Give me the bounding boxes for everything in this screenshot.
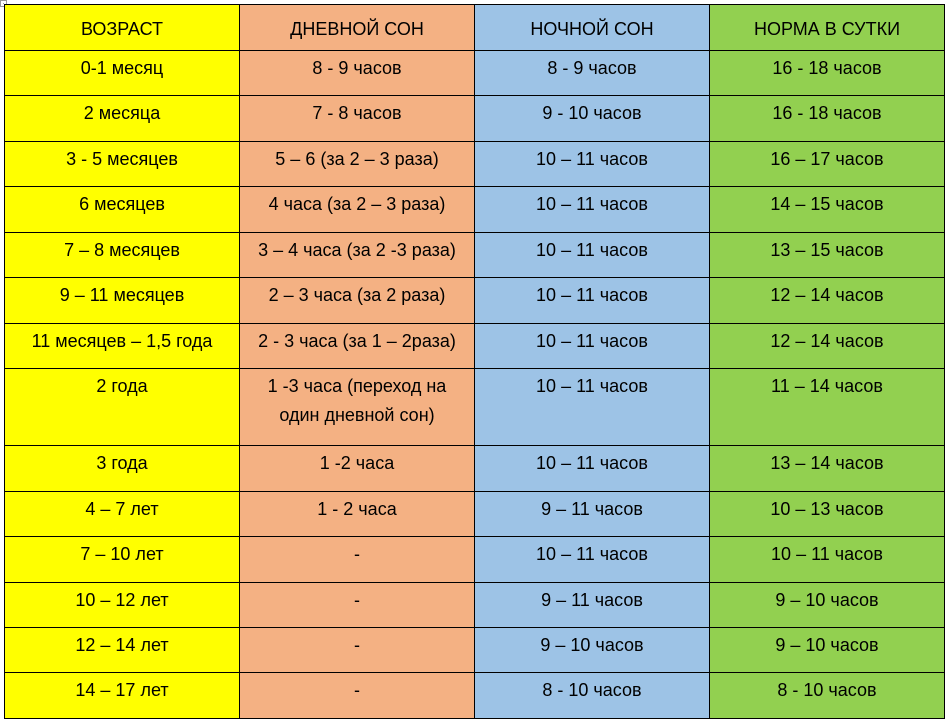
cell-night-sleep: 10 – 11 часов xyxy=(475,278,710,323)
cell-age: 7 – 10 лет xyxy=(5,537,240,582)
cell-day-sleep: - xyxy=(240,628,475,673)
table-header-row xyxy=(5,5,945,51)
cell-daily-norm: 9 – 10 часов xyxy=(710,628,945,673)
cell-age: 12 – 14 лет xyxy=(5,628,240,673)
cell-age: 10 – 12 лет xyxy=(5,582,240,627)
cell-night-sleep: 10 – 11 часов xyxy=(475,141,710,186)
cell-daily-norm: 8 - 10 часов xyxy=(710,673,945,719)
table-row xyxy=(5,537,945,582)
cell-night-sleep: 10 – 11 часов xyxy=(475,323,710,368)
cell-day-sleep: 2 - 3 часа (за 1 – 2раза) xyxy=(240,323,475,368)
table-row xyxy=(5,582,945,627)
cell-day-sleep: - xyxy=(240,537,475,582)
cell-day-sleep: 4 часа (за 2 – 3 раза) xyxy=(240,187,475,232)
cell-daily-norm: 12 – 14 часов xyxy=(710,323,945,368)
cell-night-sleep: 10 – 11 часов xyxy=(475,232,710,277)
cell-age: 7 – 8 месяцев xyxy=(5,232,240,277)
table-row xyxy=(5,232,945,277)
table-row xyxy=(5,278,945,323)
cell-age: 3 года xyxy=(5,446,240,491)
cell-day-sleep: 1 -3 часа (переход на один дневной сон) xyxy=(240,369,475,446)
cell-day-sleep: 8 - 9 часов xyxy=(240,51,475,96)
cell-daily-norm: 10 – 13 часов xyxy=(710,491,945,536)
cell-day-sleep: 3 – 4 часа (за 2 -3 раза) xyxy=(240,232,475,277)
cell-day-sleep: 1 -2 часа xyxy=(240,446,475,491)
cell-day-sleep: 2 – 3 часа (за 2 раза) xyxy=(240,278,475,323)
cell-age: 14 – 17 лет xyxy=(5,673,240,719)
cell-age: 11 месяцев – 1,5 года xyxy=(5,323,240,368)
header-day-sleep: ДНЕВНОЙ СОН xyxy=(240,5,475,51)
cell-age: 2 года xyxy=(5,369,240,446)
cell-age: 9 – 11 месяцев xyxy=(5,278,240,323)
cell-daily-norm: 14 – 15 часов xyxy=(710,187,945,232)
cell-age: 6 месяцев xyxy=(5,187,240,232)
cell-day-sleep: 5 – 6 (за 2 – 3 раза) xyxy=(240,141,475,186)
cell-daily-norm: 16 – 17 часов xyxy=(710,141,945,186)
cell-night-sleep: 9 - 10 часов xyxy=(475,96,710,141)
header-night-sleep: НОЧНОЙ СОН xyxy=(475,5,710,51)
table-row xyxy=(5,96,945,141)
cell-night-sleep: 10 – 11 часов xyxy=(475,446,710,491)
cell-daily-norm: 13 – 15 часов xyxy=(710,232,945,277)
cell-night-sleep: 8 - 10 часов xyxy=(475,673,710,719)
cell-night-sleep: 8 - 9 часов xyxy=(475,51,710,96)
cell-day-sleep: - xyxy=(240,673,475,719)
table-row xyxy=(5,51,945,96)
cell-age: 2 месяца xyxy=(5,96,240,141)
cell-night-sleep: 9 – 11 часов xyxy=(475,491,710,536)
cell-night-sleep: 9 – 10 часов xyxy=(475,628,710,673)
cell-night-sleep: 10 – 11 часов xyxy=(475,187,710,232)
table-row xyxy=(5,446,945,491)
header-daily-norm: НОРМА В СУТКИ xyxy=(710,5,945,51)
cell-daily-norm: 13 – 14 часов xyxy=(710,446,945,491)
cell-day-sleep: 1 - 2 часа xyxy=(240,491,475,536)
cell-daily-norm: 11 – 14 часов xyxy=(710,369,945,446)
cell-daily-norm: 9 – 10 часов xyxy=(710,582,945,627)
cell-day-sleep: 7 - 8 часов xyxy=(240,96,475,141)
table-row xyxy=(5,141,945,186)
cell-night-sleep: 9 – 11 часов xyxy=(475,582,710,627)
header-age: ВОЗРАСТ xyxy=(5,5,240,51)
cell-age: 4 – 7 лет xyxy=(5,491,240,536)
cell-age: 3 - 5 месяцев xyxy=(5,141,240,186)
table-row xyxy=(5,323,945,368)
cell-daily-norm: 12 – 14 часов xyxy=(710,278,945,323)
table-row xyxy=(5,187,945,232)
cell-daily-norm: 10 – 11 часов xyxy=(710,537,945,582)
cell-night-sleep: 10 – 11 часов xyxy=(475,537,710,582)
table-row xyxy=(5,673,945,719)
cell-daily-norm: 16 - 18 часов xyxy=(710,96,945,141)
table-row xyxy=(5,369,945,446)
table-row xyxy=(5,628,945,673)
cell-night-sleep: 10 – 11 часов xyxy=(475,369,710,446)
cell-age: 0-1 месяц xyxy=(5,51,240,96)
cell-day-sleep: - xyxy=(240,582,475,627)
cell-daily-norm: 16 - 18 часов xyxy=(710,51,945,96)
table-row xyxy=(5,491,945,536)
sleep-norms-table xyxy=(4,4,945,719)
